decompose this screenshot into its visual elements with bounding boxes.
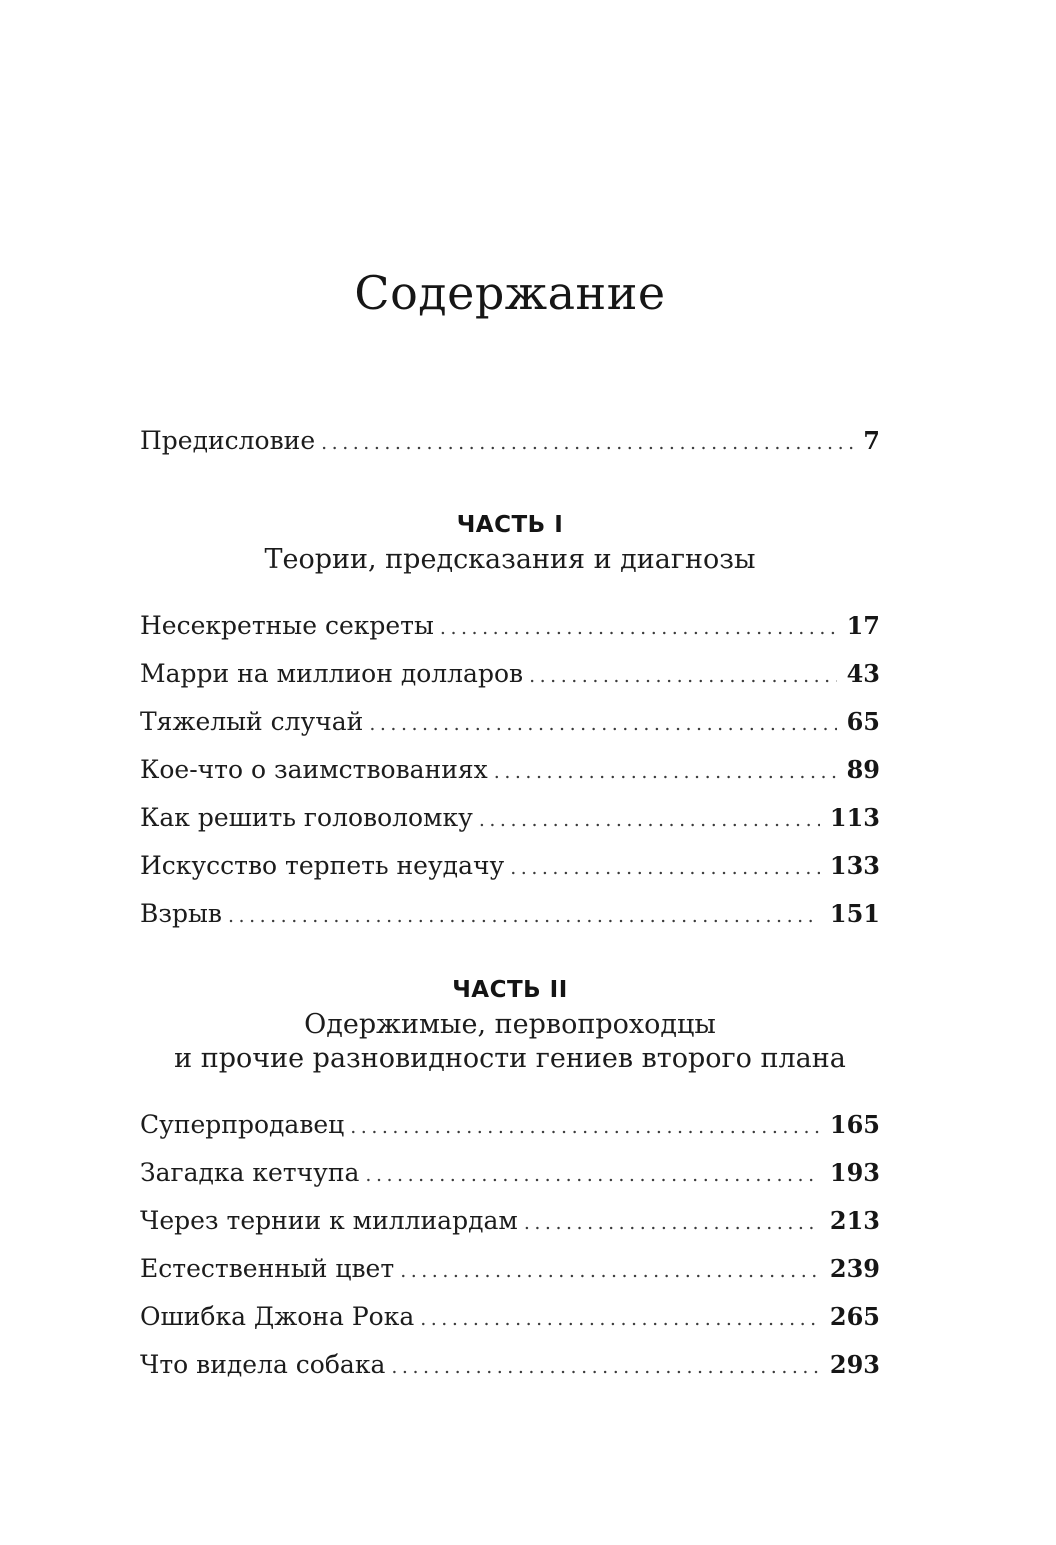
dot-leader — [440, 603, 837, 651]
dot-leader — [365, 1150, 819, 1198]
dot-leader — [494, 747, 837, 795]
page-number: 17 — [846, 611, 880, 640]
page-number: 113 — [829, 803, 880, 832]
entry-title: Естественный цвет — [140, 1254, 395, 1283]
toc-entry — [140, 1150, 880, 1198]
dot-leader — [321, 418, 853, 466]
entry-title: Загадка кетчупа — [140, 1158, 360, 1187]
toc-entry — [140, 891, 880, 939]
entry-title: Предисловие — [140, 426, 316, 455]
part-1-entries — [140, 603, 880, 939]
part-subtitle: Теории, предсказания и диагнозы — [264, 544, 756, 575]
entry-title: Несекретные секреты — [140, 611, 434, 640]
page-number: 133 — [829, 851, 880, 880]
dot-leader — [479, 795, 820, 843]
entry-title: Через тернии к миллиардам — [140, 1206, 518, 1235]
entry-title: Кое-что о заимствованиях — [140, 755, 488, 784]
entry-title: Суперпродавец — [140, 1110, 345, 1139]
dot-leader — [529, 651, 837, 699]
entry-title: Что видела собака — [140, 1350, 386, 1379]
entry-title: Тяжелый случай — [140, 707, 364, 736]
part-1-header — [140, 510, 880, 577]
toc-entry — [140, 1198, 880, 1246]
toc-entry — [140, 1246, 880, 1294]
part-2-header — [140, 975, 880, 1076]
toc-entry — [140, 843, 880, 891]
toc-entry — [140, 603, 880, 651]
toc-entry — [140, 1294, 880, 1342]
page-number: 165 — [829, 1110, 880, 1139]
part-heading: ЧАСТЬ II — [452, 977, 568, 1003]
dot-leader — [369, 699, 836, 747]
part-subtitle: Одержимые, первопроходцы — [304, 1009, 716, 1040]
dot-leader — [420, 1294, 820, 1342]
entry-title: Марри на миллион долларов — [140, 659, 524, 688]
part-2-entries — [140, 1102, 880, 1390]
toc-entry — [140, 1102, 880, 1150]
entry-title: Взрыв — [140, 899, 222, 928]
page-number: 7 — [863, 426, 880, 455]
page-number: 65 — [846, 707, 880, 736]
dot-leader — [391, 1342, 820, 1390]
page-number: 89 — [846, 755, 880, 784]
entry-title: Ошибка Джона Рока — [140, 1302, 415, 1331]
entry-title: Искусство терпеть неудачу — [140, 851, 505, 880]
toc-entry — [140, 699, 880, 747]
dot-leader — [510, 843, 820, 891]
dot-leader — [350, 1102, 820, 1150]
page-number: 151 — [829, 899, 880, 928]
part-subtitle: и прочие разновидности гениев второго плана — [174, 1043, 846, 1074]
page-number: 239 — [829, 1254, 880, 1283]
page-number: 265 — [829, 1302, 880, 1331]
toc-entry — [140, 651, 880, 699]
dot-leader — [400, 1246, 820, 1294]
toc-entry — [140, 1342, 880, 1390]
page-number: 293 — [829, 1350, 880, 1379]
dot-leader — [524, 1198, 820, 1246]
toc-entry — [140, 747, 880, 795]
part-heading: ЧАСТЬ I — [456, 512, 564, 538]
entry-title: Как решить головоломку — [140, 803, 473, 832]
toc-entry-preface — [140, 418, 880, 466]
page-number: 43 — [846, 659, 880, 688]
page-number: 213 — [829, 1206, 880, 1235]
page-number: 193 — [829, 1158, 880, 1187]
dot-leader — [228, 891, 820, 939]
page-title: Содержание — [354, 266, 666, 320]
toc-entry — [140, 795, 880, 843]
